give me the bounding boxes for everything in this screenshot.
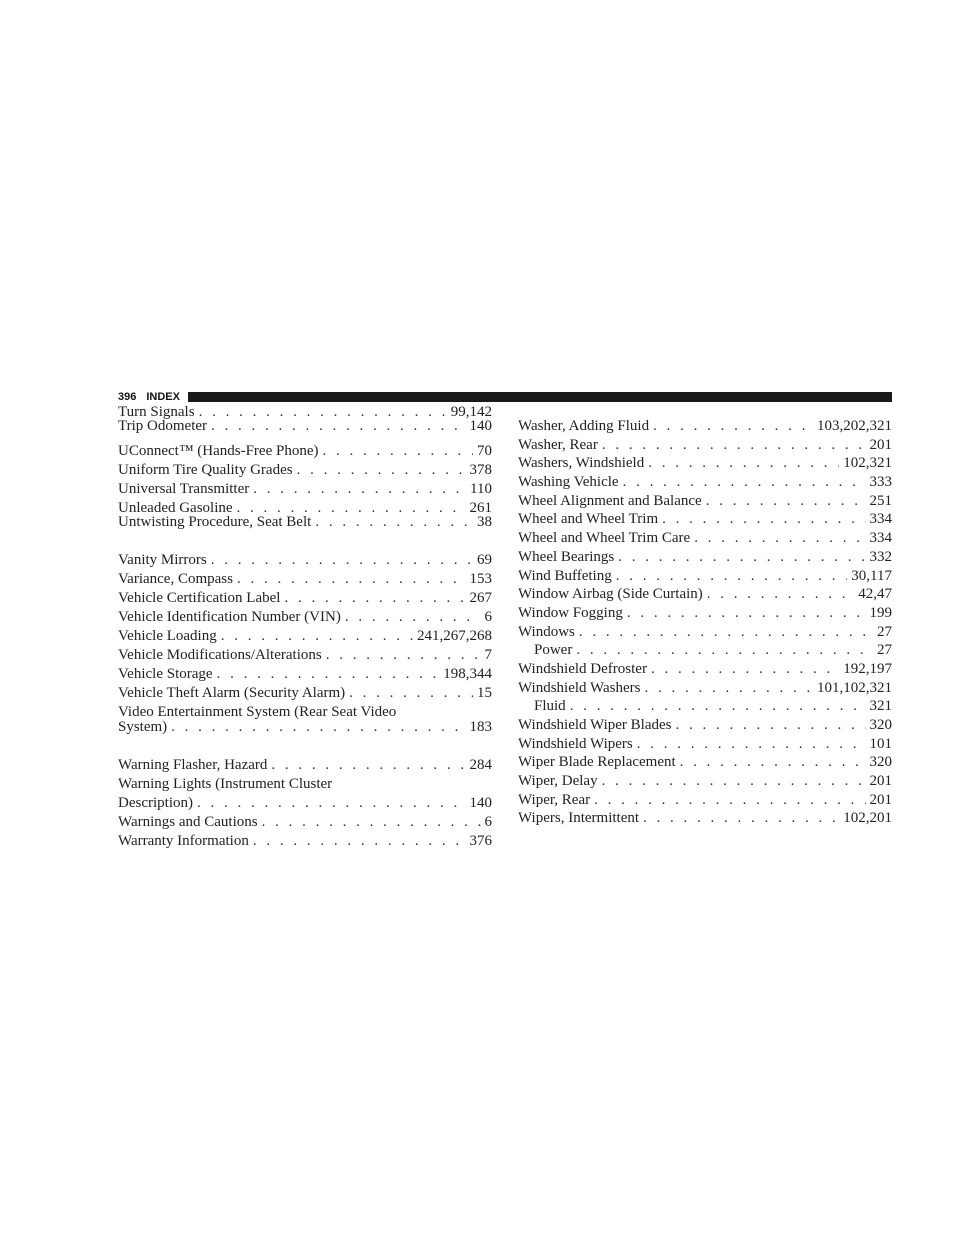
dot-leader [221, 628, 413, 645]
entry-label: Vehicle Modifications/Alterations [118, 647, 322, 663]
dot-leader [594, 792, 865, 809]
entry-pages: 70 [477, 443, 492, 459]
entry-pages: 199 [869, 604, 892, 621]
dot-leader [262, 814, 481, 831]
entry-label: Unleaded Gasoline [118, 500, 233, 516]
entry-label: Wheel Bearings [518, 548, 615, 565]
index-entry [518, 418, 892, 435]
index-entry [118, 571, 492, 588]
index-entry [518, 680, 892, 697]
index-entry [518, 549, 892, 566]
entry-pages: 320 [869, 754, 892, 771]
index-entry [118, 481, 492, 498]
entry-label: Wipers, Intermittent [518, 810, 640, 827]
index-entry [518, 698, 892, 715]
dot-leader [284, 590, 465, 607]
index-entry [118, 628, 492, 645]
dot-leader [315, 514, 473, 531]
entry-label: Window Airbag (Side Curtain) [518, 586, 703, 603]
dot-leader [653, 418, 813, 435]
entry-pages: 321 [869, 698, 892, 715]
index-entry [118, 685, 492, 702]
entry-label: Description) [118, 795, 193, 811]
index-entry [118, 552, 492, 569]
entry-label: Warning Flasher, Hazard [118, 757, 268, 773]
entry-pages: 101,102,321 [817, 679, 892, 696]
dot-leader [602, 437, 866, 454]
entry-pages: 333 [869, 474, 892, 491]
dot-leader [616, 568, 848, 585]
dot-leader [297, 462, 466, 479]
index-entry [518, 624, 892, 641]
header-rule [188, 392, 892, 402]
entry-pages: 201 [869, 773, 892, 790]
entry-pages: 261 [469, 500, 492, 516]
index-column-left [118, 404, 492, 850]
entry-label: Power [534, 642, 573, 659]
dot-leader [171, 719, 465, 736]
entry-label: Windshield Washers [518, 679, 641, 696]
index-entry [518, 754, 892, 771]
index-entry [518, 437, 892, 454]
entry-label: Washer, Rear [518, 436, 598, 453]
index-entry [518, 642, 892, 659]
entry-pages: 183 [469, 719, 492, 735]
entry-label: Turn Signals [118, 404, 195, 420]
entry-pages: 99,142 [450, 404, 492, 420]
page-header [118, 391, 892, 403]
entry-label: Warnings and Cautions [118, 814, 258, 830]
index-entry [518, 605, 892, 622]
entry-pages: 140 [469, 418, 492, 434]
entry-label: Windshield Defroster [518, 660, 647, 677]
dot-leader [694, 530, 865, 547]
entry-pages: 267 [469, 590, 492, 606]
entry-pages: 27 [877, 623, 892, 640]
entry-pages: 201 [869, 791, 892, 808]
entry-pages: 6 [484, 609, 492, 625]
entry-label: Universal Transmitter [118, 481, 250, 497]
entry-label: Wheel and Wheel Trim Care [518, 530, 691, 547]
index-entry [518, 736, 892, 753]
dot-leader [627, 605, 866, 622]
index-entry: Video Entertainment System (Rear Seat Video [118, 704, 397, 720]
dot-leader [623, 474, 866, 491]
index-entry [518, 511, 892, 528]
entry-label: Washer, Adding Fluid [518, 418, 650, 434]
dot-leader [570, 698, 866, 715]
index-entry [118, 590, 492, 607]
entry-label: Wiper Blade Replacement [518, 754, 676, 771]
dot-leader [676, 717, 866, 734]
index-entry [518, 792, 892, 809]
index-column-right [518, 418, 892, 827]
index-entry [118, 609, 492, 626]
dot-leader [637, 736, 866, 753]
entry-pages: 251 [869, 492, 892, 509]
entry-pages: 332 [869, 548, 892, 565]
dot-leader [643, 810, 839, 827]
entry-label: Uniform Tire Quality Grades [118, 462, 293, 478]
dot-leader [211, 552, 473, 569]
index-entry [518, 455, 892, 472]
entry-label: Untwisting Procedure, Seat Belt [118, 514, 312, 530]
index-entry [118, 833, 492, 850]
index-entry [518, 773, 892, 790]
entry-pages: 378 [469, 462, 492, 478]
index-entry [118, 418, 492, 435]
entry-pages: 102,201 [843, 810, 892, 827]
index-entry [118, 647, 492, 664]
entry-pages: 153 [469, 571, 492, 587]
section-title: INDEX [146, 391, 180, 403]
index-entry [118, 719, 492, 736]
dot-leader [706, 493, 866, 510]
entry-pages: 334 [869, 511, 892, 528]
entry-pages: 201 [869, 436, 892, 453]
index-entry [518, 661, 892, 678]
index-entry [118, 462, 492, 479]
dot-leader [345, 609, 481, 626]
entry-label: Warranty Information [118, 833, 249, 849]
entry-pages: 376 [469, 833, 492, 849]
entry-label: Trip Odometer [118, 418, 208, 434]
entry-label: Wind Buffeting [518, 567, 612, 584]
dot-leader [579, 624, 873, 641]
entry-label: Washers, Windshield [518, 455, 645, 472]
dot-leader [618, 549, 865, 566]
index-entry: Warning Lights (Instrument Cluster [118, 776, 333, 792]
dot-leader [576, 642, 873, 659]
entry-label: Wheel Alignment and Balance [518, 492, 702, 509]
entry-label: Windshield Wiper Blades [518, 717, 672, 733]
entry-pages: 198,344 [443, 666, 492, 682]
entry-pages: 110 [470, 481, 492, 497]
entry-label: Wiper, Delay [518, 773, 598, 790]
index-entry [518, 586, 892, 603]
dot-leader [237, 571, 466, 588]
index-entry [118, 795, 492, 812]
entry-label: UConnect™ (Hands-Free Phone) [118, 443, 319, 459]
entry-label: Washing Vehicle [518, 474, 619, 491]
index-entry [518, 568, 892, 585]
entry-label: Windshield Wipers [518, 735, 633, 752]
entry-pages: 192,197 [843, 660, 892, 677]
dot-leader [602, 773, 866, 790]
dot-leader [253, 833, 466, 850]
entry-pages: 320 [869, 717, 892, 733]
entry-pages: 30,117 [851, 567, 892, 584]
entry-label: Vehicle Identification Number (VIN) [118, 609, 341, 625]
index-entry [518, 810, 892, 827]
entry-pages: 42,47 [858, 586, 892, 603]
entry-label: Windows [518, 623, 575, 640]
entry-label: Window Fogging [518, 604, 623, 621]
dot-leader [211, 418, 465, 435]
dot-leader [707, 586, 854, 603]
dot-leader [644, 680, 813, 697]
entry-pages: 38 [477, 514, 492, 530]
entry-label: System) [118, 719, 168, 735]
dot-leader [662, 511, 865, 528]
entry-pages: 241,267,268 [417, 628, 492, 644]
entry-label: Vanity Mirrors [118, 552, 207, 568]
entry-pages: 7 [484, 647, 492, 663]
entry-label: Wheel and Wheel Trim [518, 511, 659, 528]
index-entry [518, 717, 892, 734]
dot-leader [648, 455, 839, 472]
entry-pages: 334 [869, 530, 892, 547]
entry-pages: 6 [484, 814, 492, 830]
entry-label: Variance, Compass [118, 571, 233, 587]
entry-label: Fluid [534, 698, 566, 715]
entry-pages: 69 [477, 552, 492, 568]
entry-label: Wiper, Rear [518, 791, 591, 808]
entry-pages: 102,321 [843, 455, 892, 472]
index-entry [518, 493, 892, 510]
dot-leader [197, 795, 466, 812]
dot-leader [326, 647, 481, 664]
page-number: 396 [118, 391, 137, 403]
dot-leader [680, 754, 866, 771]
entry-pages: 15 [477, 685, 492, 701]
index-entry [118, 666, 492, 683]
entry-label: Vehicle Certification Label [118, 590, 281, 606]
index-entry [118, 757, 492, 774]
index-entry [518, 530, 892, 547]
dot-leader [323, 443, 474, 460]
entry-label: Vehicle Theft Alarm (Security Alarm) [118, 685, 346, 701]
index-entry [118, 443, 492, 460]
entry-pages: 103,202,321 [817, 418, 892, 434]
index-entry [518, 474, 892, 491]
entry-pages: 284 [469, 757, 492, 773]
entry-pages: 140 [469, 795, 492, 811]
index-entry [118, 814, 492, 831]
dot-leader [217, 666, 440, 683]
dot-leader [651, 661, 839, 678]
dot-leader [271, 757, 465, 774]
entry-label: Vehicle Loading [118, 628, 217, 644]
dot-leader [349, 685, 473, 702]
dot-leader [253, 481, 466, 498]
entry-label: Vehicle Storage [118, 666, 213, 682]
index-entry [118, 514, 492, 531]
entry-pages: 101 [869, 735, 892, 752]
entry-pages: 27 [877, 642, 892, 659]
